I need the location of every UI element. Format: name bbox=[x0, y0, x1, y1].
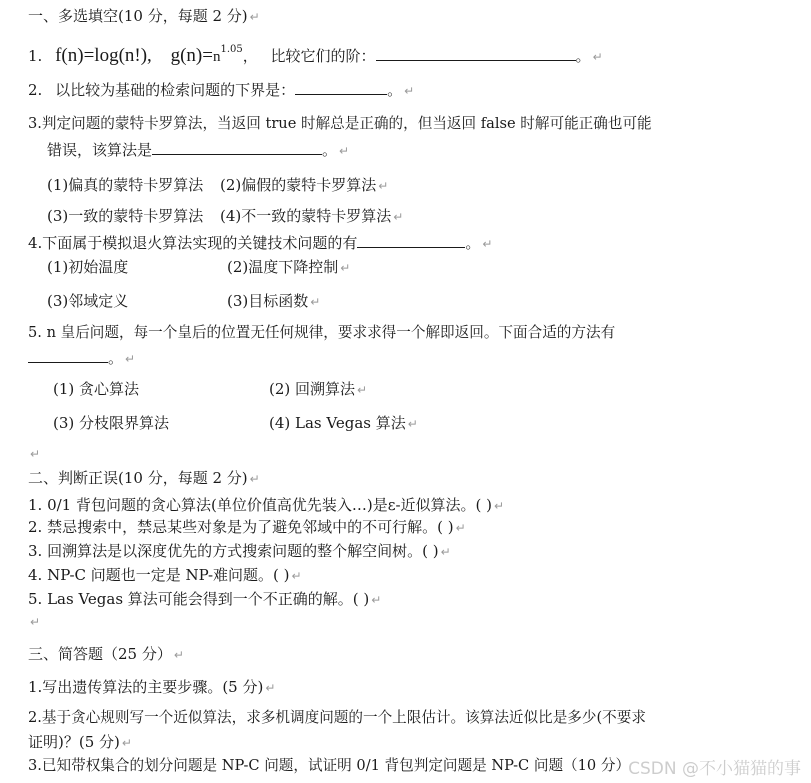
section-2-title-text: 二、判断正误(10 分，每题 2 分) bbox=[28, 469, 248, 487]
question-4-options-row-1 bbox=[47, 257, 350, 278]
paragraph-mark: ↵ bbox=[173, 648, 184, 662]
question-2 bbox=[28, 80, 414, 101]
paragraph-mark: ↵ bbox=[440, 545, 451, 559]
paragraph-mark: ↵ bbox=[357, 383, 368, 397]
paragraph-mark: ↵ bbox=[121, 736, 132, 750]
section-2-title bbox=[28, 468, 260, 489]
judge-item-text: 2. 禁忌搜索中，禁忌某些对象是为了避免邻域中的不可行解。( ) bbox=[28, 518, 454, 536]
judge-item-text: 5. Las Vegas 算法可能会得到一个不正确的解。( ) bbox=[28, 590, 370, 608]
paragraph-mark: ↵ bbox=[340, 261, 351, 275]
question-4-text: 4.下面属于模拟退火算法实现的关键技术问题的有 bbox=[28, 234, 358, 252]
option-2: (2) 回溯算法 bbox=[269, 380, 356, 398]
comma: ， bbox=[242, 47, 258, 65]
paragraph-mark: ↵ bbox=[592, 50, 603, 64]
question-5-line-2 bbox=[28, 348, 135, 369]
period: 。 bbox=[108, 349, 124, 367]
question-3-options-row-2 bbox=[47, 206, 403, 227]
paragraph-mark: ↵ bbox=[378, 179, 389, 193]
option-2: (2)偏假的蒙特卡罗算法 bbox=[220, 176, 377, 194]
section-3-title bbox=[28, 644, 184, 665]
question-5-line-1: 5. n 皇后问题，每一个皇后的位置无任何规律，要求求得一个解即返回。下面合适的方法有 bbox=[28, 324, 616, 341]
option-2: (2)温度下降控制 bbox=[227, 258, 339, 276]
question-3-text: 错误，该算法是 bbox=[47, 141, 153, 159]
paragraph-mark: ↵ bbox=[249, 472, 260, 486]
paragraph-mark: ↵ bbox=[404, 84, 415, 98]
paragraph-mark: ↵ bbox=[455, 521, 466, 535]
question-number: 1. bbox=[28, 47, 43, 65]
question-1 bbox=[28, 40, 603, 67]
short-question-text: 证明)？(5 分) bbox=[28, 733, 120, 751]
option-3: (3)一致的蒙特卡罗算法 bbox=[47, 207, 204, 225]
judge-item-text: 1. 0/1 背包问题的贪心算法(单位价值高优先装入…)是ε-近似算法。( ) bbox=[28, 496, 493, 514]
option-3: (3) 分枝限界算法 bbox=[53, 414, 170, 432]
answer-blank[interactable] bbox=[152, 140, 322, 155]
option-1: (1)初始温度 bbox=[47, 258, 129, 276]
answer-blank[interactable] bbox=[28, 348, 108, 363]
option-1: (1)偏真的蒙特卡罗算法 bbox=[47, 176, 204, 194]
question-4-options-row-2 bbox=[47, 291, 320, 312]
formula-g-prefix: g(n)= bbox=[170, 45, 213, 66]
option-4: (4)不一致的蒙特卡罗算法 bbox=[220, 207, 392, 225]
question-5-options-row-1 bbox=[53, 379, 367, 400]
section-1-title bbox=[28, 6, 260, 27]
paragraph-mark: ↵ bbox=[407, 417, 418, 431]
paragraph-mark: ↵ bbox=[265, 681, 276, 695]
short-question-text: 1.写出遗传算法的主要步骤。(5 分) bbox=[28, 678, 264, 696]
question-4 bbox=[28, 233, 492, 254]
judge-item-1 bbox=[28, 495, 504, 516]
option-1: (1) 贪心算法 bbox=[53, 380, 140, 398]
judge-item-4 bbox=[28, 565, 302, 586]
short-question-2-line-2 bbox=[28, 732, 132, 753]
formula-g-base: n bbox=[212, 49, 221, 65]
answer-blank[interactable] bbox=[357, 233, 465, 248]
watermark: CSDN @不小猫猫的事 bbox=[628, 759, 801, 779]
empty-paragraph bbox=[28, 611, 40, 632]
formula-g-exponent: 1.05 bbox=[220, 44, 243, 55]
period: 。 bbox=[322, 141, 338, 159]
question-number: 2. bbox=[28, 81, 43, 99]
judge-item-text: 3. 回溯算法是以深度优先的方式搜索问题的整个解空间树。( ) bbox=[28, 542, 439, 560]
question-2-text: 以比较为基础的检索问题的下界是： bbox=[55, 81, 296, 99]
paragraph-mark: ↵ bbox=[249, 10, 260, 24]
paragraph-mark: ↵ bbox=[494, 499, 505, 513]
option-3: (3)邻域定义 bbox=[47, 292, 129, 310]
section-3-title-text: 三、简答题（25 分） bbox=[28, 645, 172, 663]
period: 。 bbox=[465, 234, 481, 252]
short-question-2-line-1: 2.基于贪心规则写一个近似算法，求多机调度问题的一个上限估计。该算法近似比是多少(不要求 bbox=[28, 709, 646, 726]
paragraph-mark: ↵ bbox=[393, 210, 404, 224]
short-question-1 bbox=[28, 677, 275, 698]
paragraph-mark: ↵ bbox=[310, 295, 321, 309]
paragraph-mark: ↵ bbox=[371, 593, 382, 607]
option-4: (3)目标函数 bbox=[227, 292, 309, 310]
paragraph-mark: ↵ bbox=[339, 144, 350, 158]
paragraph-mark: ↵ bbox=[30, 447, 41, 461]
question-3-options-row-1 bbox=[47, 175, 388, 196]
short-question-3: 3.已知带权集合的划分问题是 NP-C 问题，试证明 0/1 背包判定问题是 NP-C 问题（10 分） bbox=[28, 757, 631, 774]
section-1-title-text: 一、多选填空(10 分，每题 2 分) bbox=[28, 7, 248, 25]
paragraph-mark: ↵ bbox=[125, 352, 136, 366]
paragraph-mark: ↵ bbox=[291, 569, 302, 583]
period: 。 bbox=[387, 81, 403, 99]
paragraph-mark: ↵ bbox=[30, 615, 41, 629]
empty-paragraph bbox=[28, 443, 40, 464]
period: 。 bbox=[575, 47, 591, 65]
paragraph-mark: ↵ bbox=[482, 237, 493, 251]
question-3-line-1: 3.判定问题的蒙特卡罗算法，当返回 true 时解总是正确的，但当返回 false 时解可能正确也可能 bbox=[28, 115, 652, 132]
answer-blank[interactable] bbox=[295, 80, 387, 95]
formula-f: f(n)=log(n!), bbox=[55, 45, 152, 66]
judge-item-text: 4. NP-C 问题也一定是 NP-难问题。( ) bbox=[28, 566, 290, 584]
judge-item-3 bbox=[28, 541, 451, 562]
option-4: (4) Las Vegas 算法 bbox=[269, 414, 406, 432]
answer-blank[interactable] bbox=[376, 46, 576, 61]
judge-item-2 bbox=[28, 517, 466, 538]
question-3-line-2 bbox=[47, 140, 349, 161]
question-5-options-row-2 bbox=[53, 413, 418, 434]
judge-item-5 bbox=[28, 589, 381, 610]
question-1-text: 比较它们的阶： bbox=[270, 47, 376, 65]
